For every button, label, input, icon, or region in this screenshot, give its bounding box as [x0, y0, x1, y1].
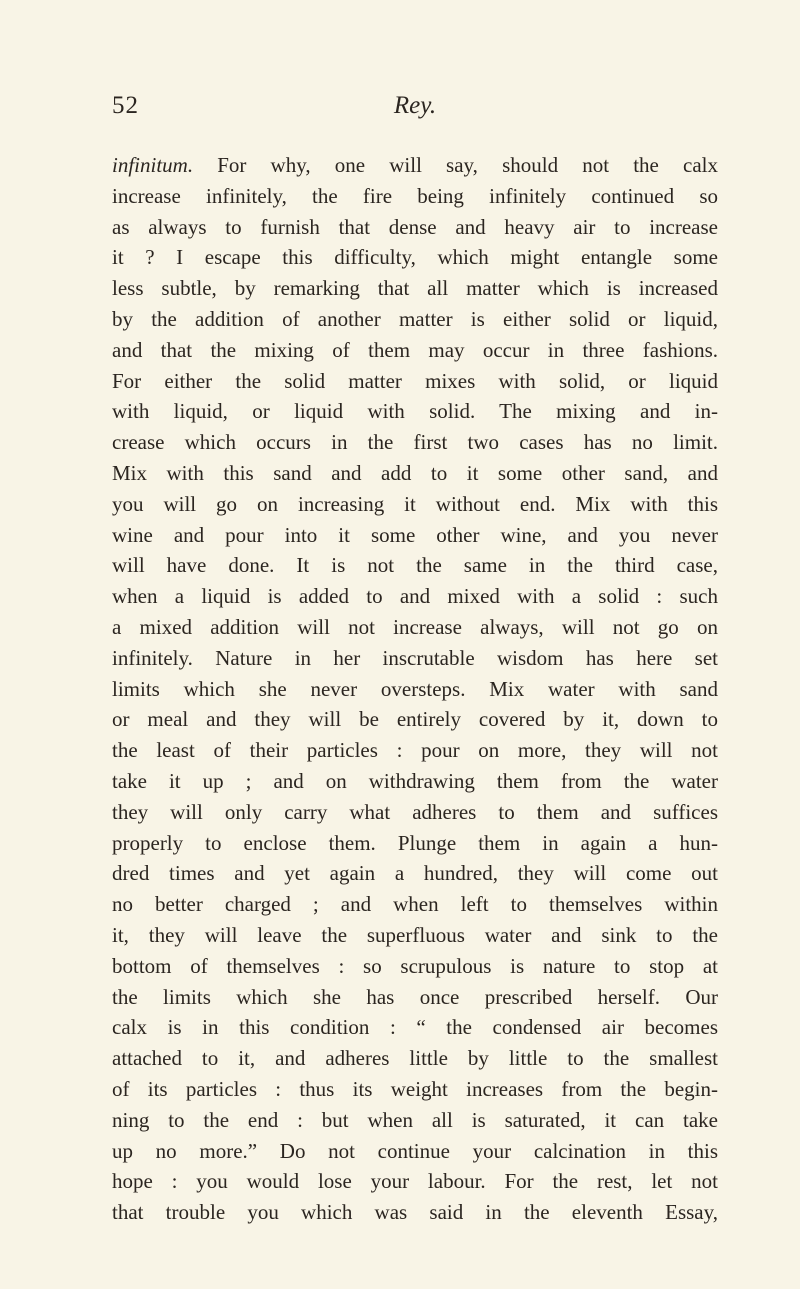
text-line: take it up ; and on withdrawing them from the water — [112, 768, 718, 793]
text-line: with liquid, or liquid with solid. The mixing and in- — [112, 399, 718, 424]
text-line: Mix with this sand and add to it some other sand, and — [112, 460, 718, 485]
running-title: Rey. — [393, 92, 437, 119]
text-line: of its particles : thus its weight increases from the begin- — [112, 1076, 718, 1101]
text-line: For either the solid matter mixes with solid, or liquid — [112, 368, 718, 393]
italic-word: infinitum. — [112, 153, 194, 177]
text-line: will have done. It is not the same in the third case, — [112, 553, 718, 578]
text-line: dred times and yet again a hundred, they will come out — [112, 861, 718, 886]
page-header — [112, 92, 718, 128]
text-line: hope : you would lose your labour. For the rest, let not — [112, 1169, 718, 1194]
text-line: that trouble you which was said in the eleventh Essay, — [112, 1200, 718, 1225]
text-line: wine and pour into it some other wine, and you never — [112, 522, 718, 547]
text-line: they will only carry what adheres to them and suffices — [112, 799, 718, 824]
text-line: it, they will leave the superfluous water and sink to the — [112, 922, 718, 947]
line-text: For why, one will say, should not the calx — [193, 153, 718, 177]
text-line: and that the mixing of them may occur in three fashions. — [112, 337, 718, 362]
text-line: or meal and they will be entirely covered by it, down to — [112, 707, 718, 732]
text-line: a mixed addition will not increase always, will not go on — [112, 614, 718, 639]
text-line: no better charged ; and when left to themselves within — [112, 892, 718, 917]
text-line: limits which she never oversteps. Mix water with sand — [112, 676, 718, 701]
text-line: calx is in this condition : “ the condensed air becomes — [112, 1015, 718, 1040]
text-line: the limits which she has once prescribed herself. Our — [112, 984, 718, 1009]
text-line: the least of their particles : pour on more, they will not — [112, 738, 718, 763]
text-line: bottom of themselves : so scrupulous is nature to stop at — [112, 953, 718, 978]
text-line: crease which occurs in the first two cases has no limit. — [112, 430, 718, 455]
text-line: ning to the end : but when all is saturated, it can take — [112, 1107, 718, 1132]
text-line: less subtle, by remarking that all matter which is increased — [112, 276, 718, 301]
text-line: you will go on increasing it without end. Mix with this — [112, 491, 718, 516]
text-line: up no more.” Do not continue your calcination in this — [112, 1138, 718, 1163]
text-line: attached to it, and adheres little by little to the smallest — [112, 1046, 718, 1071]
body-text — [112, 150, 718, 1228]
text-line — [112, 150, 718, 181]
text-line: by the addition of another matter is either solid or liquid, — [112, 306, 718, 331]
text-line: as always to furnish that dense and heavy air to increase — [112, 214, 718, 239]
text-line: it ? I escape this difficulty, which might entangle some — [112, 245, 718, 270]
text-line: when a liquid is added to and mixed with a solid : such — [112, 584, 718, 609]
page-number: 52 — [112, 92, 139, 119]
text-line: properly to enclose them. Plunge them in again a hun- — [112, 830, 718, 855]
text-line: infinitely. Nature in her inscrutable wisdom has here set — [112, 645, 718, 670]
text-line: increase infinitely, the fire being infinitely continued so — [112, 183, 718, 208]
